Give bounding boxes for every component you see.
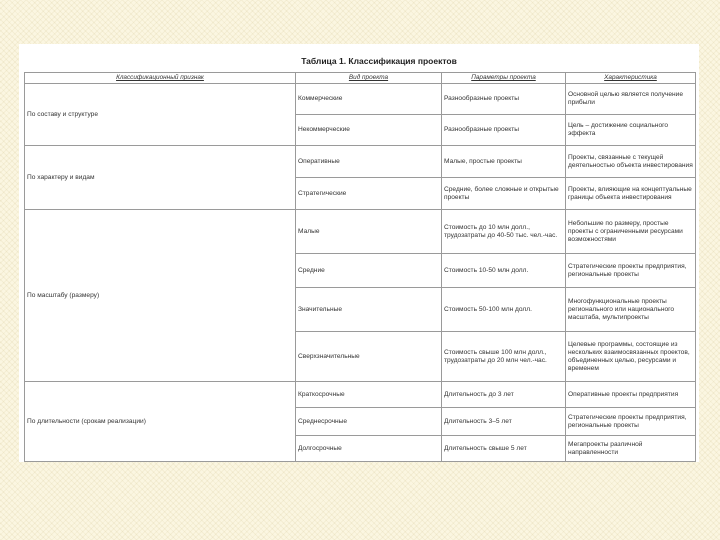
params-cell: Разнообразные проекты [442,115,566,146]
params-cell: Стоимость свыше 100 млн долл., трудозатраты до 20 млн чел.-час. [442,332,566,382]
type-cell: Долгосрочные [296,436,442,462]
criterion-cell: По характеру и видам [25,146,296,210]
table-row [25,382,696,408]
params-cell: Средние, более сложные и открытые проекты [442,178,566,210]
table-header-row [25,73,696,84]
description-cell: Стратегические проекты предприятия, региональные проекты [566,408,696,436]
type-cell: Стратегические [296,178,442,210]
description-cell: Мегапроекты различной направленности [566,436,696,462]
params-cell: Длительность 3–5 лет [442,408,566,436]
params-cell: Длительность до 3 лет [442,382,566,408]
description-cell: Основной целью является получение прибыли [566,84,696,115]
criterion-cell: По длительности (срокам реализации) [25,382,296,462]
type-cell: Оперативные [296,146,442,178]
params-cell: Малые, простые проекты [442,146,566,178]
params-cell: Стоимость 10-50 млн долл. [442,254,566,288]
header-criterion: Классификационный признак [25,73,296,84]
table-row [25,84,696,115]
description-cell: Целевые программы, состоящие из нескольких взаимосвязанных проектов, объединенных целью, ресурсами и временем [566,332,696,382]
criterion-cell: По составу и структуре [25,84,296,146]
params-cell: Разнообразные проекты [442,84,566,115]
table-row [25,146,696,178]
type-cell: Сверхзначительные [296,332,442,382]
params-cell: Стоимость до 10 млн долл., трудозатраты до 40-50 тыс. чел.-час. [442,210,566,254]
header-description: Характеристика [566,73,696,84]
header-type: Вид проекта [296,73,442,84]
description-cell: Проекты, влияющие на концептуальные границы объекта инвестирования [566,178,696,210]
type-cell: Значительные [296,288,442,332]
type-cell: Среднесрочные [296,408,442,436]
description-cell: Многофункциональные проекты регионального или национального масштаба, мультипроекты [566,288,696,332]
params-cell: Длительность свыше 5 лет [442,436,566,462]
description-cell: Цель – достижение социального эффекта [566,115,696,146]
document-page [19,44,699,462]
description-cell: Проекты, связанные с текущей деятельностью объекта инвестирования [566,146,696,178]
type-cell: Коммерческие [296,84,442,115]
type-cell: Средние [296,254,442,288]
description-cell: Небольшие по размеру, простые проекты с ограниченными ресурсами возможностями [566,210,696,254]
table-title: Таблица 1. Классификация проектов [301,56,457,66]
type-cell: Краткосрочные [296,382,442,408]
type-cell: Некоммерческие [296,115,442,146]
description-cell: Оперативные проекты предприятия [566,382,696,408]
classification-table [24,72,696,462]
header-params: Параметры проекта [442,73,566,84]
description-cell: Стратегические проекты предприятия, региональные проекты [566,254,696,288]
criterion-cell: По масштабу (размеру) [25,210,296,382]
type-cell: Малые [296,210,442,254]
table-row [25,210,696,254]
params-cell: Стоимость 50-100 млн долл. [442,288,566,332]
